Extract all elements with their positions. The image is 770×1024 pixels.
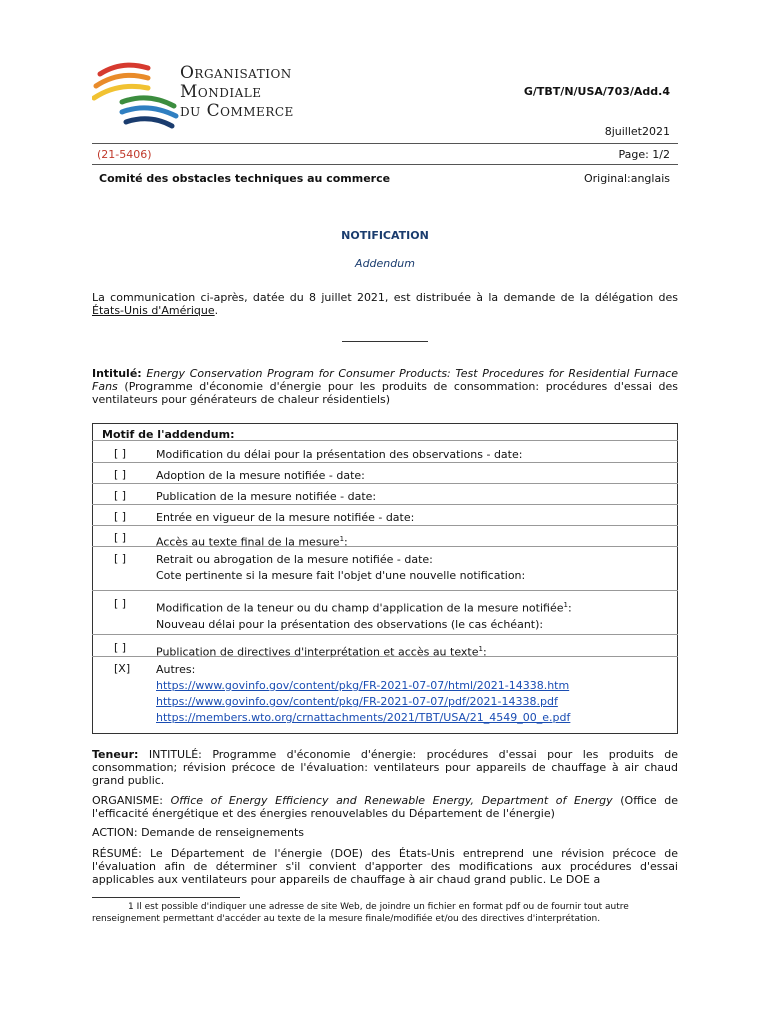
motif-row-text: Modification du délai pour la présentation des observations - date: — [156, 448, 523, 461]
intro-end: . — [214, 304, 219, 317]
motif-row-text: Adoption de la mesure notifiée - date: — [156, 469, 365, 482]
motif-title: Motif de l'addendum: — [102, 428, 235, 441]
checkbox: [ ] — [114, 468, 127, 481]
org-line-3: du Commerce — [180, 101, 294, 121]
motif-row-text: Modification de la teneur ou du champ d'application de la mesure notifiée$^1$: Nouveau délai pour la présentation des observations (le cas échéant): — [156, 601, 572, 631]
reference-number: (21-5406) — [97, 148, 152, 161]
footnote-ref: 1 — [563, 601, 568, 609]
link-wto-attachment[interactable]: https://members.wto.org/crnattachments/2021/TBT/USA/21_4549_00_e.pdf — [156, 711, 571, 724]
motif-row-text: Entrée en vigueur de la mesure notifiée - date: — [156, 511, 415, 524]
checkbox: [ ] — [114, 641, 127, 654]
member-name: États-Unis d'Amérique — [92, 304, 215, 317]
teneur-text: INTITULÉ: Programme d'économie d'énergie: procédures d'essai pour les produits de consommation; révision précoce de l'évaluation: ventilateurs pour appareils de chauffage à air chaud grand public. — [92, 748, 678, 787]
page-indicator: Page: 1/2 — [618, 148, 670, 161]
wto-logo-icon — [92, 58, 182, 130]
motif-row-text: Retrait ou abrogation de la mesure notifiée - date: Cote pertinente si la mesure fait l'objet d'une nouvelle notification: — [156, 553, 526, 582]
header-divider — [92, 143, 678, 144]
intitule-title-fr: (Programme d'économie d'énergie pour les produits de consommation: procédures d'essai des ventilateurs pour générateurs de chaleur résidentiels) — [92, 380, 678, 406]
footnote-ref: 1 — [478, 645, 483, 653]
intitule-label: Intitulé: — [92, 367, 142, 380]
checkbox-checked: [X] — [114, 662, 131, 675]
organisation-name — [180, 64, 294, 121]
intro-paragraph — [92, 291, 678, 317]
organisme-name-fr: (Office de l'efficacité énergétique et des énergies renouvelables du Département de l'énergie) — [92, 794, 678, 820]
org-line-1: Organisation — [180, 63, 292, 83]
footnote-ref: 1 — [339, 535, 345, 543]
committee-name: Comité des obstacles techniques au commerce — [99, 172, 391, 185]
motif-row-text: Autres: https://www.govinfo.gov/content/pkg/FR-2021-07-07/html/2021-14338.htm https://www.govinfo.gov/content/pkg/FR-2021-07-07/pdf/2021-14338.pdf https://members.wto.org/crnattachments/2021/TBT/USA/21_4549_00_e.pdf — [156, 663, 571, 724]
org-line-2: Mondiale — [180, 82, 262, 102]
organisme-label: ORGANISME: — [92, 794, 171, 807]
motif-row-text: Publication de la mesure notifiée - date: — [156, 490, 377, 503]
motif-row-text: Accès au texte final de la mesure$^1$: — [156, 535, 348, 549]
link-govinfo-html[interactable]: https://www.govinfo.gov/content/pkg/FR-2021-07-07/html/2021-14338.htm — [156, 679, 570, 692]
organisme-paragraph — [92, 794, 678, 820]
header-divider-2 — [92, 164, 678, 165]
notification-title: NOTIFICATION — [341, 229, 429, 242]
teneur-label: Teneur: — [92, 748, 139, 761]
original-language: Original:anglais — [583, 172, 670, 185]
motif-row-text: Publication de directives d'interprétation et accès au texte$^1$: — [156, 645, 487, 659]
intro-text: La communication ci-après, datée du 8 juillet 2021, est distribuée à la demande de la délégation des — [92, 291, 678, 304]
document-symbol: G/TBT/N/USA/703/Add.4 — [523, 85, 670, 98]
intitule-paragraph — [92, 367, 678, 406]
organisme-name-en: Office of Energy Efficiency and Renewable Energy, Department of Energy — [170, 794, 613, 807]
footnote-rule — [92, 897, 240, 898]
checkbox: [ ] — [114, 489, 127, 502]
action-paragraph: ACTION: Demande de renseignements — [92, 826, 305, 839]
checkbox: [ ] — [114, 447, 127, 460]
link-govinfo-pdf[interactable]: https://www.govinfo.gov/content/pkg/FR-2021-07-07/pdf/2021-14338.pdf — [156, 695, 558, 708]
document-date: 8juillet2021 — [604, 125, 670, 138]
resume-paragraph: RÉSUMÉ: Le Département de l'énergie (DOE) des États-Unis entreprend une révision précoce de l'évaluation afin de déterminer s'il convient d'apporter des modifications aux procédures d'essai applicables aux ventilateurs pour appareils de chauffage à air chaud grand public. Le DOE a — [92, 847, 678, 886]
checkbox: [ ] — [114, 510, 127, 523]
checkbox: [ ] — [114, 552, 127, 565]
footnote: 1 Il est possible d'indiquer une adresse de site Web, de joindre un fichier en format pdf ou de fournir tout autre renseignement permettant d'accéder au texte de la mesure finale/modifiée et/ou des directives d'interprétation. — [92, 902, 629, 924]
checkbox: [ ] — [114, 531, 127, 544]
checkbox: [ ] — [114, 597, 127, 610]
intitule-title-en: Energy Conservation Program for Consumer Products: Test Procedures for Residential Furnace Fans — [92, 367, 679, 393]
addendum-subtitle: Addendum — [355, 257, 415, 270]
separator-line — [342, 341, 428, 342]
teneur-paragraph — [92, 748, 678, 787]
